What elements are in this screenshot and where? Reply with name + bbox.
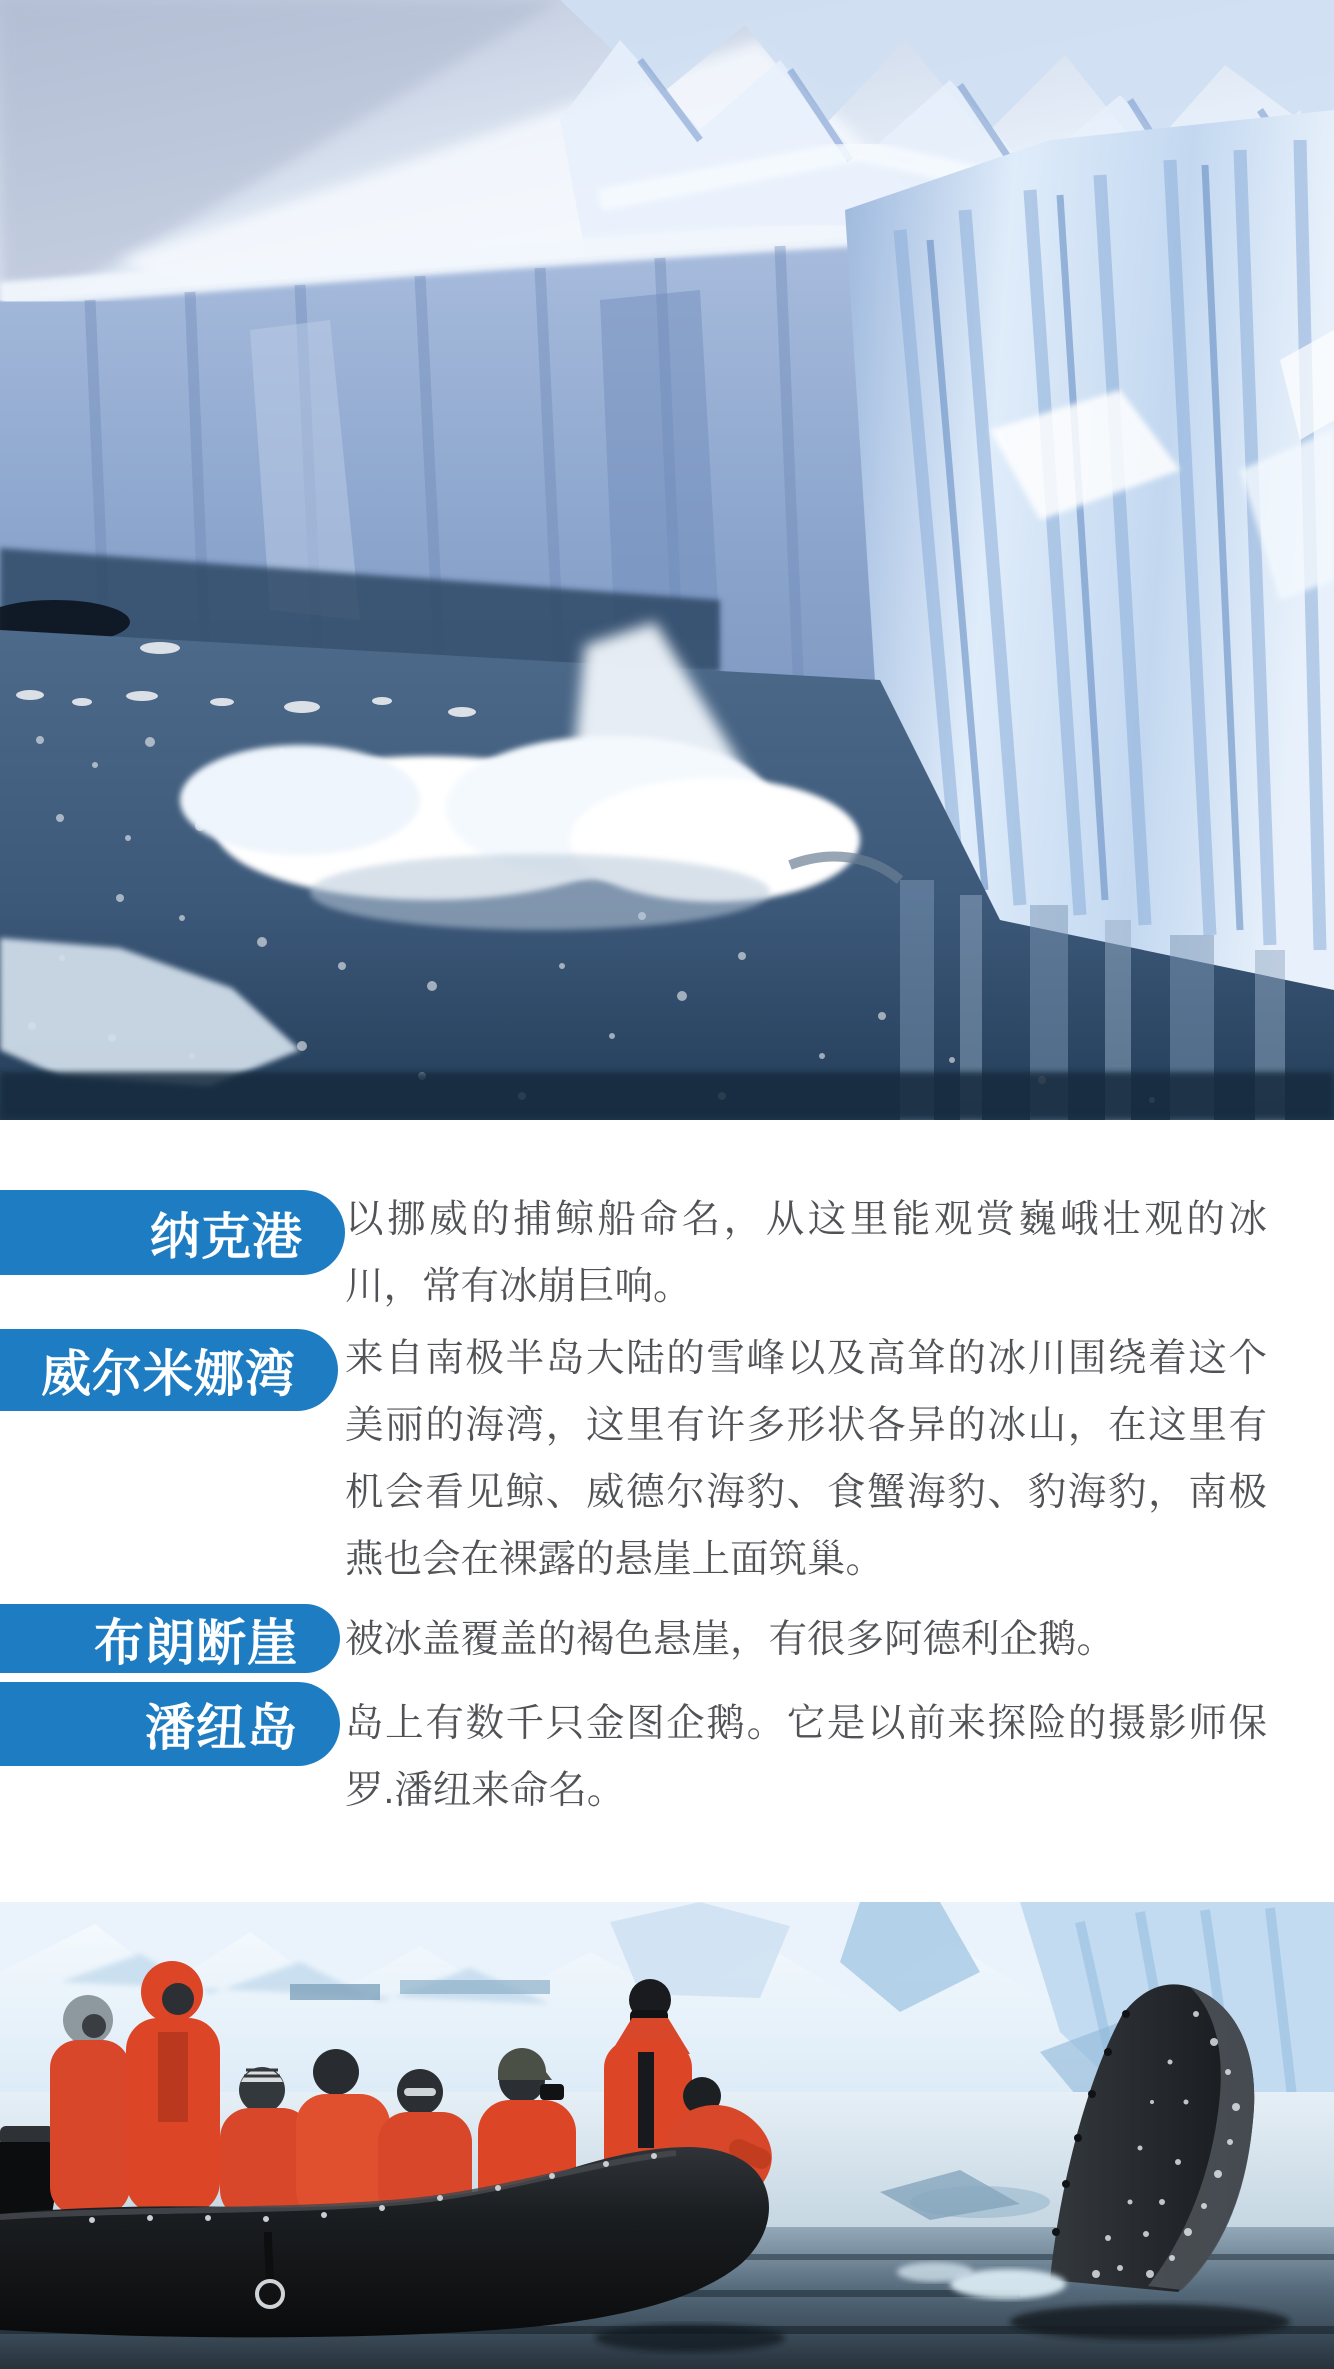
- place-badge-pleneau-island: 潘纽岛: [0, 1682, 340, 1766]
- whale-watching-photo: [0, 1902, 1334, 2369]
- place-badge-brown-bluff: 布朗断崖: [0, 1604, 340, 1673]
- place-description-pleneau-island: 岛上有数千只金图企鹅。它是以前来探险的摄影师保罗.潘纽来命名。: [345, 1702, 1267, 1812]
- glacier-calving-photo: [0, 0, 1334, 1120]
- place-badge-neko-harbour: 纳克港: [0, 1190, 345, 1275]
- place-description-wilhelmina-bay: 来自南极半岛大陆的雪峰以及高耸的冰川围绕着这个美丽的海湾，这里有许多形状各异的冰山，在这里有机会看见鲸、威德尔海豹、食蟹海豹、豹海豹，南极燕也会在裸露的悬崖上面筑巢。: [345, 1337, 1267, 1581]
- foreground-dark-water: [0, 1072, 1334, 1120]
- place-badge-wilhelmina-bay: 威尔米娜湾: [0, 1329, 338, 1411]
- place-description-neko-harbour: 以挪威的捕鲸船命名，从这里能观赏巍峨壮观的冰川，常有冰崩巨响。: [345, 1198, 1267, 1308]
- place-description-brown-bluff: 被冰盖覆盖的褐色悬崖，有很多阿德利企鹅。: [345, 1618, 1116, 1661]
